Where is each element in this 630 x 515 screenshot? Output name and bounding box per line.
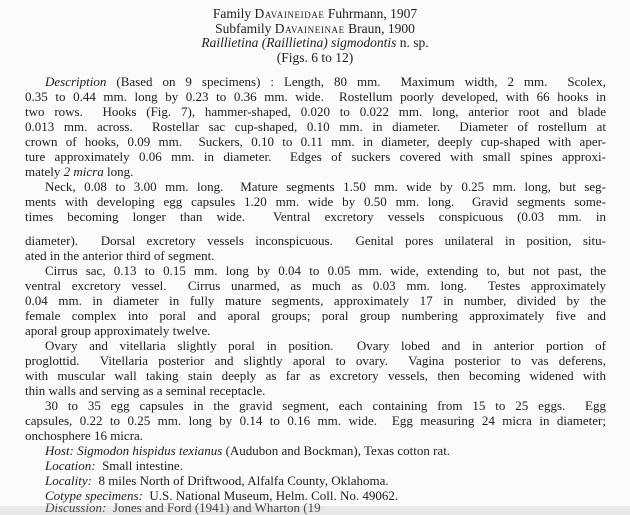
text-segment: Locality:	[45, 473, 92, 488]
text-segment: Host:	[45, 443, 74, 458]
text-segment: mately	[25, 164, 64, 179]
text-segment: Cotype specimens:	[45, 488, 143, 503]
text-segment: times becoming longer than wide. Ventral excretory vessels conspicuous (0.03 mm. in	[25, 209, 606, 224]
text-segment: Location:	[45, 458, 96, 473]
heading-line	[0, 22, 630, 37]
text-segment: Description	[45, 74, 107, 89]
text-line	[25, 293, 606, 308]
text-segment: 0.35 to 0.44 mm. long by 0.23 to 0.36 mm. wide. Rostellum poorly developed, with 66 hooks in	[25, 89, 606, 104]
text-line	[25, 179, 606, 194]
text-line	[25, 164, 606, 179]
text-line	[25, 473, 606, 488]
text-segment: Davaineidae	[254, 6, 325, 21]
heading	[0, 0, 630, 65]
text-segment: 0.04 mm. in diameter in fully mature segments, approximately 17 in number, divided by the	[25, 293, 606, 308]
text-segment: 2 micra	[63, 164, 104, 179]
text-segment: (Based on 9 specimens) : Length, 80 mm. Maximum width, 2 mm. Scolex,	[106, 74, 606, 89]
text-segment: ments with developing egg capsules 1.20 mm. wide by 0.50 mm. long. Gravid segments some-	[25, 194, 606, 209]
text-segment: Cirrus sac, 0.13 to 0.15 mm. long by 0.04 to 0.05 mm. wide, extending to, but not past, the	[45, 263, 606, 278]
text-line	[25, 134, 606, 149]
text-segment: aporal group approximately twelve.	[25, 323, 211, 338]
text-segment: thin walls and serving as a seminal receptacle.	[25, 383, 266, 398]
text-line	[25, 368, 606, 383]
text-segment: diameter). Dorsal excretory vessels inconspicuous. Genital pores unilateral in position, situ-	[25, 233, 606, 248]
text-segment: with muscular wall taking stain deeply as far as excretory vessels, then becoming widened with	[25, 368, 606, 383]
text-segment: (Figs. 6 to 12)	[276, 49, 354, 65]
text-segment: 8 miles North of Driftwood, Alfalfa County, Oklahoma.	[91, 473, 389, 488]
text-line	[25, 278, 606, 293]
text-segment: female complex into poral and aporal groups; poral group numbering approximately five and	[25, 308, 606, 323]
heading-line	[0, 51, 630, 66]
text-line	[25, 89, 606, 104]
text-line	[25, 413, 606, 428]
text-segment: Fuhrmann, 1907	[324, 6, 418, 21]
text-segment: Subfamily	[215, 20, 275, 36]
heading-line	[0, 7, 630, 22]
text-line	[25, 248, 606, 263]
text-line	[25, 263, 606, 278]
text-line	[25, 119, 606, 134]
text-segment: Raillietina (Raillietina) sigmodontis	[201, 35, 397, 50]
text-segment: ated in the anterior third of segment.	[25, 248, 215, 263]
text-segment: 0.013 mm. across. Rostellar sac cup-shaped, 0.10 mm. in diameter. Diameter of rostellum at	[25, 119, 606, 134]
text-line	[25, 458, 606, 473]
text-segment: Braun, 1900	[344, 20, 415, 36]
text-line	[25, 383, 606, 398]
text-segment: 30 to 35 egg capsules in the gravid segment, each containing from 15 to 25 eggs. Egg	[45, 398, 606, 413]
text-line	[25, 338, 606, 353]
text-segment: U.S. National Museum, Helm. Coll. No. 49062.	[142, 488, 399, 503]
text-line	[25, 323, 606, 338]
text-segment: ture approximately 0.06 mm. in diameter. Edges of suckers covered with small spines approxi-	[25, 149, 606, 164]
text-segment: crown of hooks, 0.09 mm. Suckers, 0.10 to 0.11 mm. in diameter, deeply cup-shaped with aper-	[25, 134, 606, 149]
text-line	[25, 104, 606, 119]
text-segment: (Audubon and Bockman), Texas cotton rat.	[222, 443, 451, 458]
text-line	[25, 149, 606, 164]
text-segment: two rows. Hooks (Fig. 7), hammer-shaped, 0.020 to 0.022 mm. long, anterior root and blade	[25, 104, 606, 119]
text-segment: n. sp.	[396, 35, 429, 50]
text-line	[25, 233, 606, 248]
text-segment: Jones and Ford (1941) and Wharton (19	[106, 500, 321, 515]
text-segment: Davaineinae	[274, 20, 345, 36]
text-segment: Family	[212, 6, 255, 21]
text-segment: long.	[103, 164, 134, 179]
text-line	[25, 74, 606, 89]
text-segment: Discussion:	[45, 500, 107, 515]
heading-line	[0, 36, 630, 51]
text-line	[25, 194, 606, 209]
text-line	[25, 443, 606, 458]
text-segment: Small intestine.	[95, 458, 183, 473]
text-line	[25, 398, 606, 413]
text-line	[25, 353, 606, 368]
text-line	[25, 308, 606, 323]
text-segment: Sigmodon hispidus texianus	[73, 443, 223, 458]
text-segment: Neck, 0.08 to 3.00 mm. long. Mature segments 1.50 mm. wide by 0.25 mm. long, but seg-	[45, 179, 606, 194]
text-segment: Ovary and vitellaria slightly poral in position. Ovary lobed and in anterior portion of	[45, 338, 606, 353]
text-segment: capsules, 0.22 to 0.25 mm. long by 0.14 to 0.16 mm. wide. Egg measuring 24 micra in diameter;	[25, 413, 606, 428]
cutoff-text-line	[25, 500, 606, 515]
text-segment: ventral excretory vessel. Cirrus unarmed, as much as 0.03 mm. long. Testes approximately	[25, 278, 606, 293]
body	[25, 65, 606, 515]
text-segment: proglottid. Vitellaria posterior and slightly aporal to ovary. Vagina posterior to vas deferens,	[25, 353, 606, 368]
text-segment: onchosphere 16 micra.	[25, 428, 144, 443]
text-line	[25, 428, 606, 443]
text-line	[25, 209, 606, 224]
